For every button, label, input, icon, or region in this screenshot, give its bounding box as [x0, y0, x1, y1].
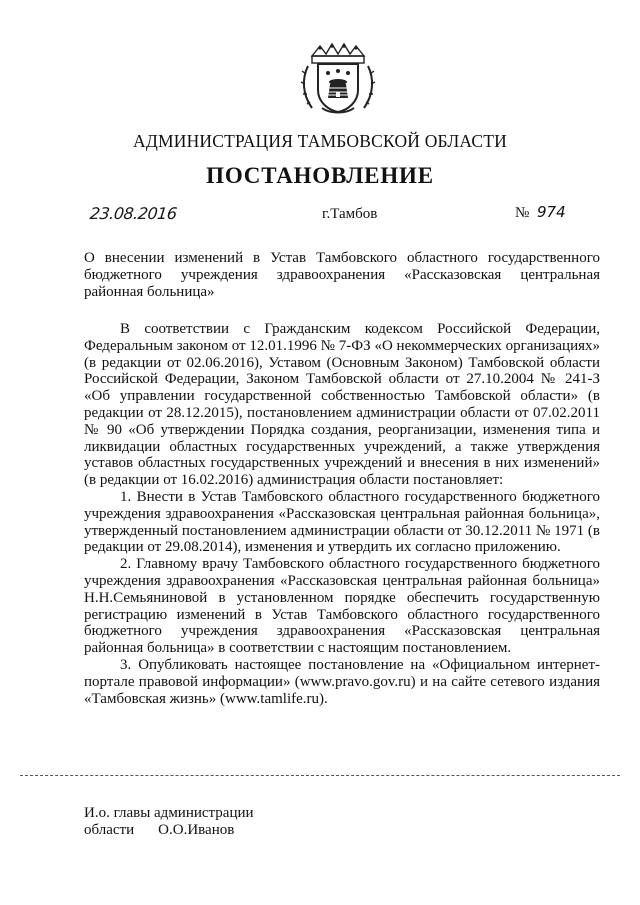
document-body — [84, 321, 600, 707]
document-number: 974 — [537, 203, 566, 221]
document-type: ПОСТАНОВЛЕНИЕ — [206, 163, 434, 188]
item-3-paragraph: 3. Опубликовать настоящее постановление на «Официальном интернет-портале правовой информации» (www.pravo.gov.ru) и на сайте сетевого издания «Тамбовская жизнь» (www.tamlife.ru). — [84, 656, 600, 707]
signature-position-line-1: И.о. главы администрации — [84, 805, 254, 821]
organization-name: АДМИНИСТРАЦИЯ ТАМБОВСКОЙ ОБЛАСТИ — [133, 131, 507, 151]
document-number-label: № — [515, 205, 530, 221]
signature-position-line-2: области — [84, 822, 135, 838]
document-title: О внесении изменений в Устав Тамбовского областного государственного бюджетного учреждения здравоохранения «Рассказовская центральная районная больница» — [84, 250, 600, 300]
signature-block — [84, 805, 254, 839]
separator-line — [20, 775, 620, 776]
signature-name: О.О.Иванов — [158, 822, 235, 838]
document-city: г.Тамбов — [322, 206, 378, 222]
document-date: 23.08.2016 — [89, 204, 178, 223]
coat-of-arms-icon — [300, 42, 376, 116]
item-2-paragraph: 2. Главному врачу Тамбовского областного государственного бюджетного учреждения здравоохранения «Рассказовская центральная районная больница» Н.Н.Семьяниновой в установленном порядке обеспечить государственную регистрацию изменений в Устав Тамбовского областного государственного бюджетного учреждения здравоохранения «Рассказовская центральная районная больница» в соответствии с настоящим постановлением. — [84, 556, 600, 657]
item-1-paragraph: 1. Внести в Устав Тамбовского областного государственного бюджетного учреждения здравоохранения «Рассказовская центральная районная больница», утвержденный постановлением администрации области от 30.12.2011 № 1971 (в редакции от 29.08.2014), изменения и утвердить их согласно приложению. — [84, 488, 600, 556]
preamble-paragraph: В соответствии с Гражданским кодексом Российской Федерации, Федеральным законом от 12.01.1996 № 7-ФЗ «О некоммерческих организациях» (в редакции от 02.06.2016), Уставом (Основным Законом) Тамбовской области Российской Федерации, Законом Тамбовской области от 27.10.2004 № 241-З «Об управлении государственной собственностью Тамбовской области» (в редакции от 28.12.2015), постановлением администрации области от 07.02.2011 № 90 «Об утверждении Порядка создания, реорганизации, изменения типа и ликвидации областных государственных учреждений, а также утверждения уставов областных государственных учреждений и внесения в них изменений» (в редакции от 16.02.2016) администрация области постановляет: — [84, 321, 600, 489]
